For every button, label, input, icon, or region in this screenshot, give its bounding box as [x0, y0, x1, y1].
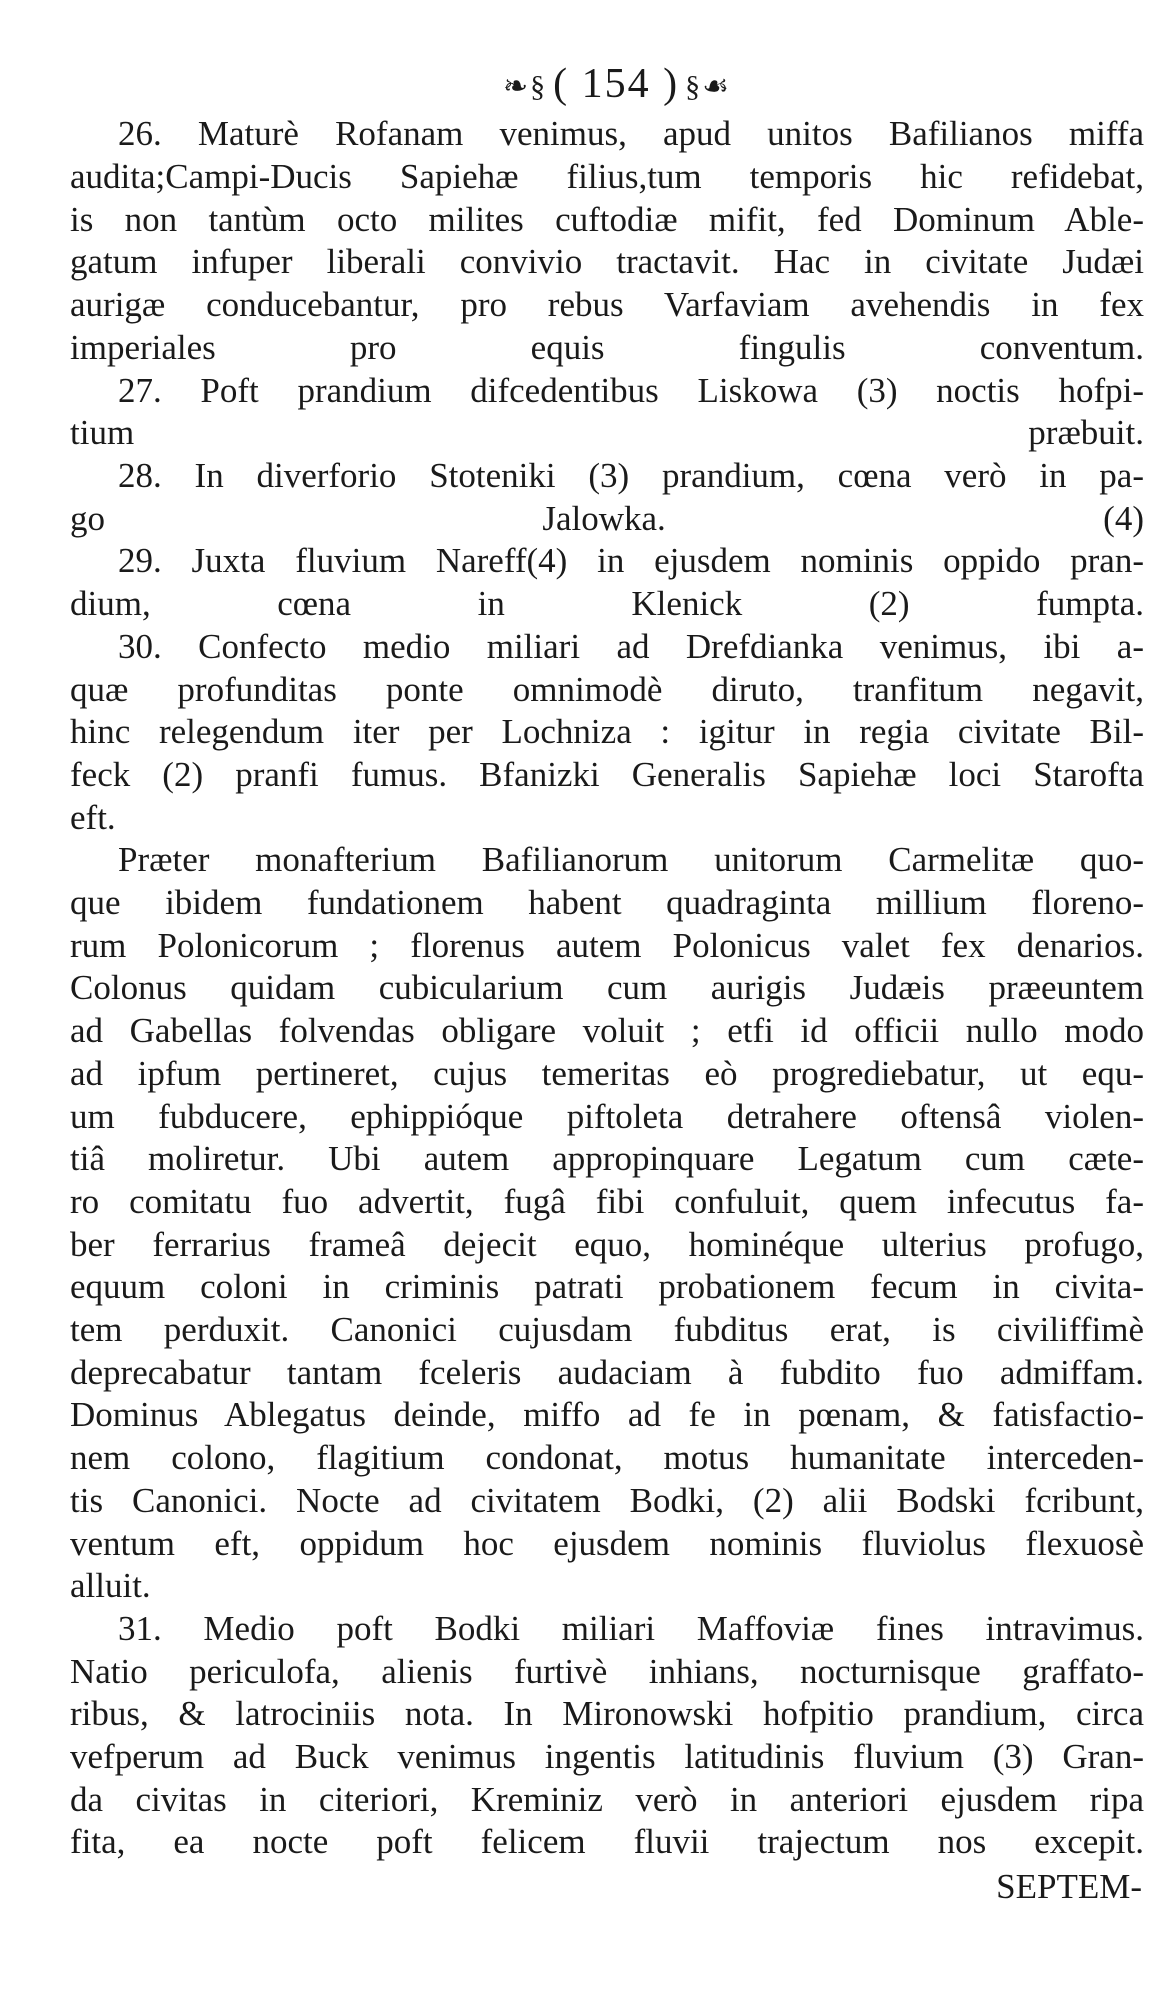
- text-line: tis Canonici. Nocte ad civitatem Bodki, (2) alii Bodski fcribunt,: [70, 1480, 1144, 1520]
- text-line: equum coloni in criminis patrati probationem fecum in civita-: [70, 1267, 1144, 1307]
- text-line: nem colono, flagitium condonat, motus humanitate interceden-: [70, 1438, 1144, 1478]
- page-number: ( 154 ): [553, 61, 680, 107]
- text-line: alluit.: [70, 1566, 151, 1606]
- text-line: um fubducere, ephippióque piftoleta detrahere oftensâ violen-: [70, 1096, 1144, 1136]
- catchword: SEPTEM-: [996, 1867, 1142, 1907]
- text-line: deprecabatur tantam fceleris audaciam à fubdito fuo admiffam.: [70, 1352, 1144, 1392]
- text-line: da civitas in citeriori, Kreminiz verò in anteriori ejusdem ripa: [70, 1779, 1144, 1819]
- text-line: ad ipfum pertineret, cujus temeritas eò progrediebatur, ut equ-: [70, 1053, 1144, 1093]
- text-line: ro comitatu fuo advertit, fugâ fibi confuluit, quem infecutus fa-: [70, 1181, 1144, 1221]
- text-line: aurigæ conducebantur, pro rebus Varfaviam avehendis in fex: [70, 285, 1144, 325]
- text-line: tiâ moliretur. Ubi autem appropinquare Legatum cum cæte-: [70, 1139, 1144, 1179]
- text-line: tem perduxit. Canonici cujusdam fubditus erat, is civiliffimè: [70, 1310, 1144, 1350]
- text-line: ribus, & latrociniis nota. In Mironowski hofpitio prandium, circa: [70, 1694, 1144, 1734]
- text-line: go Jalowka. (4): [70, 498, 1144, 538]
- text-line: que ibidem fundationem habent quadraginta millium floreno-: [70, 883, 1144, 923]
- text-line: 26. Maturè Rofanam venimus, apud unitos Bafilianos miffa: [118, 114, 1144, 154]
- text-line: ad Gabellas folvendas obligare voluit ; etfi id officii nullo modo: [70, 1011, 1144, 1051]
- text-line: ventum eft, oppidum hoc ejusdem nominis fluviolus flexuosè: [70, 1523, 1144, 1563]
- text-line: 31. Medio poft Bodki miliari Maffoviæ fines intravimus.: [118, 1608, 1144, 1648]
- text-line: Præter monafterium Bafilianorum unitorum Carmelitæ quo-: [118, 840, 1144, 880]
- text-line: gatum infuper liberali convivio tractavit. Hac in civitate Judæi: [70, 242, 1144, 282]
- text-line: ber ferrarius frameâ dejecit equo, hominéque ulterius profugo,: [70, 1224, 1144, 1264]
- text-line: quæ profunditas ponte omnimodè diruto, tranfitum negavit,: [70, 669, 1144, 709]
- text-line: rum Polonicorum ; florenus autem Polonicus valet fex denarios.: [70, 925, 1144, 965]
- body-text: [70, 113, 1144, 1864]
- text-line: eft.: [70, 797, 116, 837]
- text-line: 30. Confecto medio miliari ad Drefdianka venimus, ibi a-: [118, 626, 1144, 666]
- text-line: is non tantùm octo milites cuftodiæ mifit, fed Dominum Able-: [70, 199, 1144, 239]
- page-header: [90, 58, 1144, 113]
- ornament-left: ❧§: [502, 70, 548, 104]
- text-line: Colonus quidam cubicularium cum aurigis Judæis præeuntem: [70, 968, 1144, 1008]
- ornament-right: §☙: [685, 70, 732, 104]
- text-line: Natio periculofa, alienis furtivè inhians, nocturnisque graffato-: [70, 1651, 1144, 1691]
- text-line: vefperum ad Buck venimus ingentis latitudinis fluvium (3) Gran-: [70, 1737, 1144, 1777]
- text-line: Dominus Ablegatus deinde, miffo ad fe in pœnam, & fatisfactio-: [70, 1395, 1144, 1435]
- text-line: 27. Poft prandium difcedentibus Liskowa (3) noctis hofpi-: [118, 370, 1144, 410]
- text-line: 28. In diverforio Stoteniki (3) prandium, cœna verò in pa-: [118, 455, 1144, 495]
- text-line: tium præbuit.: [70, 413, 1144, 453]
- text-line: 29. Juxta fluvium Nareff(4) in ejusdem nominis oppido pran-: [118, 541, 1144, 581]
- text-line: hinc relegendum iter per Lochniza : igitur in regia civitate Bil-: [70, 712, 1144, 752]
- text-line: dium, cœna in Klenick (2) fumpta.: [70, 584, 1144, 624]
- text-line: audita;Campi-Ducis Sapiehæ filius,tum temporis hic refidebat,: [70, 157, 1144, 197]
- text-line: feck (2) pranfi fumus. Bfanizki Generalis Sapiehæ loci Starofta: [70, 754, 1144, 794]
- text-line: fita, ea nocte poft felicem fluvii trajectum nos excepit.: [70, 1822, 1144, 1862]
- text-line: imperiales pro equis fingulis conventum.: [70, 327, 1144, 367]
